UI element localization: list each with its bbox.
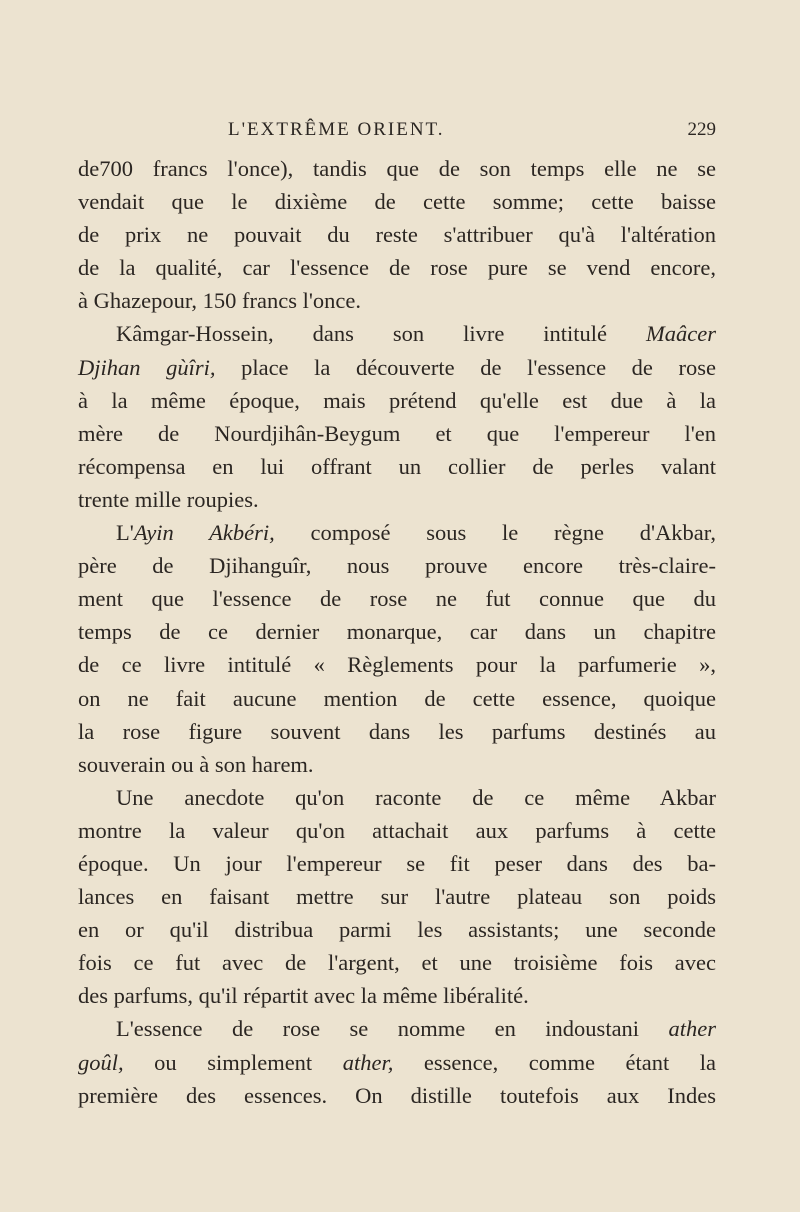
text-line: des parfums, qu'il répartit avec la même libéralité.	[78, 983, 529, 1009]
page-header	[78, 118, 716, 142]
text-line: vendait que le dixième de cette somme; cette baisse	[78, 189, 716, 215]
italic-term: ather	[668, 1016, 716, 1042]
italic-title: Maâcer	[646, 321, 716, 347]
text-line	[78, 317, 716, 350]
italic-title: Ayin Akbéri,	[133, 520, 275, 546]
text-line: on ne fait aucune mention de cette essence, quoique	[78, 685, 716, 711]
text-fragment: place la découverte de l'essence de rose	[241, 354, 716, 380]
text-line: la rose figure souvent dans les parfums destinés au	[78, 718, 716, 744]
text-line: montre la valeur qu'on attachait aux parfums à cette	[78, 817, 716, 843]
text-fragment: essence, comme étant la	[423, 1049, 716, 1075]
italic-term: goûl,	[78, 1049, 124, 1075]
text-line: fois ce fut avec de l'argent, et une troisième fois avec	[78, 950, 716, 976]
text-line: en or qu'il distribua parmi les assistants; une seconde	[78, 917, 716, 943]
text-fragment: ou simplement	[154, 1049, 313, 1075]
text-line	[78, 1012, 716, 1045]
text-line: père de Djihanguîr, nous prouve encore très-claire-	[78, 553, 716, 579]
text-line: ment que l'essence de rose ne fut connue que du	[78, 586, 716, 612]
text-line	[78, 1046, 716, 1079]
text-line: trente mille roupies.	[78, 486, 259, 512]
italic-term: ather,	[342, 1049, 394, 1075]
running-title: L'EXTRÊME ORIENT.	[228, 119, 445, 140]
text-line: à Ghazepour, 150 francs l'once.	[78, 288, 362, 314]
text-fragment: L'essence de rose se nomme en indoustani	[116, 1016, 640, 1042]
text-fragment: L'	[116, 520, 134, 546]
text-fragment: Kâmgar-Hossein, dans son livre intitulé	[116, 321, 608, 347]
text-line: de ce livre intitulé « Règlements pour la parfumerie »,	[78, 652, 716, 678]
page-number: 229	[687, 119, 716, 140]
text-line: souverain ou à son harem.	[78, 751, 314, 777]
text-line: époque. Un jour l'empereur se fit peser dans des ba-	[78, 850, 716, 876]
text-line: temps de ce dernier monarque, car dans un chapitre	[78, 619, 716, 645]
page-body	[78, 152, 716, 1112]
text-fragment: composé sous le règne d'Akbar,	[310, 520, 717, 546]
text-line	[78, 351, 716, 384]
text-line: de prix ne pouvait du reste s'attribuer qu'à l'altération	[78, 222, 716, 248]
text-line: mère de Nourdjihân-Beygum et que l'empereur l'en	[78, 420, 716, 446]
text-line: de la qualité, car l'essence de rose pure se vend encore,	[78, 255, 716, 281]
text-line: à la même époque, mais prétend qu'elle est due à la	[78, 387, 716, 413]
text-line	[78, 516, 716, 549]
text-line: première des essences. On distille toutefois aux Indes	[78, 1082, 716, 1108]
text-line: Une anecdote qu'on raconte de ce même Akbar	[116, 784, 716, 810]
text-line: de700 francs l'once), tandis que de son temps elle ne se	[78, 156, 716, 181]
text-line: récompensa en lui offrant un collier de perles valant	[78, 453, 716, 479]
italic-title: Djihan gùîri,	[78, 354, 216, 380]
text-line: lances en faisant mettre sur l'autre plateau son poids	[78, 884, 716, 910]
